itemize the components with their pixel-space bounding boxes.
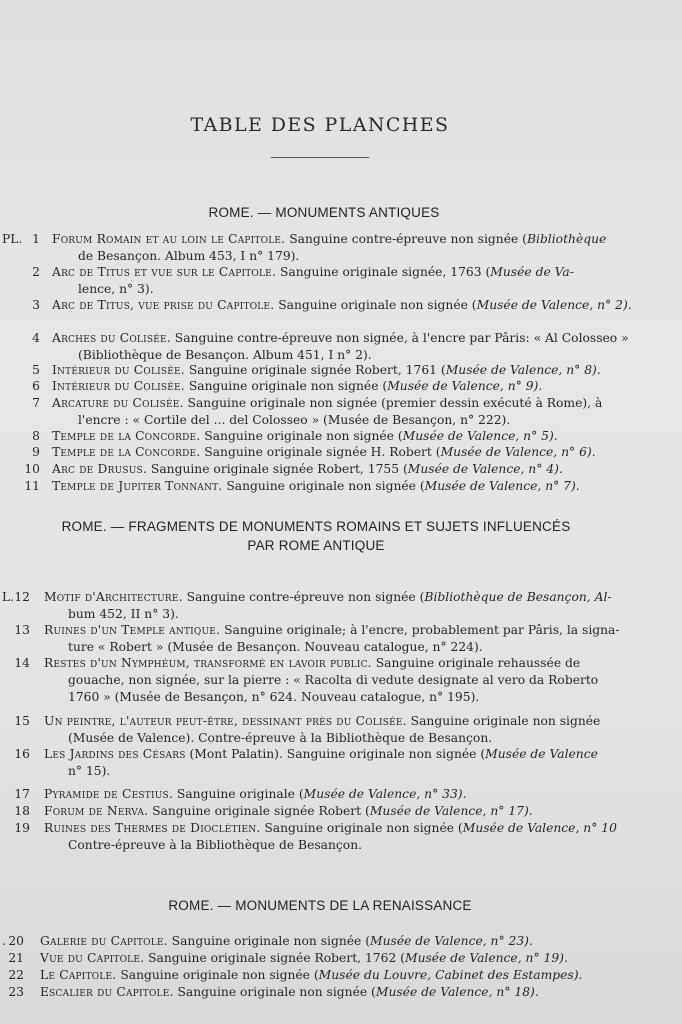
section-heading-antiques [0, 203, 648, 222]
plate-number: 3 [32, 298, 40, 312]
plate-text [44, 820, 617, 837]
plate-title: Restes d'un Nymphéum, transformé en lavoir public. [44, 656, 372, 670]
plate-title: Arc de Titus et vue sur le Capitole. [52, 265, 277, 279]
plate-description: Sanguine originale non signée [406, 714, 601, 728]
plate-prefix: L. [2, 590, 15, 604]
plate-description: Sanguine originale; à l'encre, probablement par Pâris, la signa- [220, 623, 620, 637]
plate-number: 7 [32, 396, 40, 410]
plate-description: Sanguine originale rehaussée de [371, 656, 581, 670]
plate-number: 2 [32, 265, 40, 279]
plate-number: 20 [8, 934, 24, 948]
plate-text [44, 786, 467, 803]
plate-continuation: de Besançon. Album 453, I n° 179). [78, 249, 300, 263]
plate-description: Sanguine originale signée Robert, 1755 ( [147, 462, 408, 476]
section-heading-fragments [0, 517, 640, 555]
plate-collection: Musée du Louvre, Cabinet des Estampes). [318, 968, 583, 982]
section-heading-line: ROME. — MONUMENTS DE LA RENAISSANCE [168, 898, 472, 913]
plate-text [52, 444, 596, 461]
plate-text [52, 428, 558, 445]
plate-text [44, 746, 598, 763]
plate-text [52, 395, 602, 412]
plate-collection: Musée de Valence, n° 5). [402, 429, 558, 443]
plate-description: Sanguine contre-épreuve non signée ( [182, 590, 425, 604]
plate-description: Sanguine originale signée Robert, 1762 ( [144, 951, 405, 965]
plate-text [44, 622, 620, 639]
plate-collection: Musée de Valence, n° 8). [445, 363, 601, 377]
plate-text [40, 950, 568, 967]
plate-continuation: n° 15). [68, 764, 111, 778]
plate-text [52, 231, 606, 248]
plate-description: Sanguine originale non signée ( [167, 934, 371, 948]
plate-collection: Musée de Va- [490, 265, 574, 279]
plate-continuation: ture « Robert » (Musée de Besançon. Nouveau catalogue, n° 224). [68, 640, 483, 654]
plate-title: Temple de Jupiter Tonnant. [52, 479, 223, 493]
plate-title: Temple de la Concorde. [52, 429, 201, 443]
plate-description: Sanguine originale signée, 1763 ( [276, 265, 491, 279]
plate-description: Sanguine originale signée H. Robert ( [200, 445, 441, 459]
plate-description: Sanguine originale non signée ( [184, 379, 388, 393]
plate-number: 9 [32, 445, 40, 459]
plate-text [52, 330, 629, 347]
plate-text [44, 803, 533, 820]
plate-title: Ruines des Thermes de Dioclétien. [44, 821, 261, 835]
plate-number: 13 [14, 623, 30, 637]
plate-title: Pyramide de Cestius. [44, 787, 174, 801]
plate-collection: Musée de Valence, n° 9). [387, 379, 543, 393]
plate-text [52, 378, 542, 395]
plate-title: Forum Romain et au loin le Capitole. [52, 232, 286, 246]
plate-collection: Musée de Valence [485, 747, 598, 761]
plate-number: 4 [32, 331, 40, 345]
plate-description: Sanguine originale non signée ( [200, 429, 403, 443]
plate-title: Intérieur du Colisée. [52, 379, 185, 393]
plate-number: 12 [14, 590, 30, 604]
plate-title: Temple de la Concorde. [52, 445, 201, 459]
plate-collection: Musée de Valence, n° 17). [369, 804, 533, 818]
plate-number: 6 [32, 379, 40, 393]
plate-number: 14 [14, 656, 30, 670]
plate-text [52, 478, 580, 495]
plate-title: Forum de Nerva. [44, 804, 149, 818]
plate-description: Sanguine contre-épreuve non signée ( [285, 232, 527, 246]
plate-description: Sanguine originale non signée ( [222, 479, 425, 493]
plate-text [40, 933, 533, 950]
plate-text [44, 655, 580, 672]
plate-text [44, 589, 612, 606]
plate-number: 17 [14, 787, 30, 801]
plate-number: 23 [8, 985, 24, 999]
section-heading-renaissance [0, 896, 644, 915]
plate-prefix: . [2, 934, 6, 948]
plate-collection: Musée de Valence, n° 33). [303, 787, 467, 801]
plate-title: Ruines d'un Temple antique. [44, 623, 221, 637]
plate-description: Sanguine originale non signée ( [116, 968, 319, 982]
plate-text [40, 984, 539, 1001]
plate-collection: Musée de Valence, n° 7). [424, 479, 580, 493]
plate-number: 10 [24, 462, 40, 476]
plate-number: 1 [32, 232, 40, 246]
plate-continuation: l'encre : « Cortile del ... del Colosseo » (Musée de Besançon, n° 222). [78, 413, 511, 427]
plate-continuation: (Musée de Valence). Contre-épreuve à la Bibliothèque de Besançon. [68, 731, 493, 745]
plate-number: 21 [8, 951, 24, 965]
page-title: TABLE DES PLANCHES [190, 114, 450, 136]
plate-description: Sanguine originale non signée ( [260, 821, 463, 835]
plate-description: Sanguine originale non signée ( [274, 298, 477, 312]
plate-collection: Bibliothèque de Besançon, Al- [424, 590, 612, 604]
plate-number: 11 [24, 479, 40, 493]
title-underline [271, 157, 369, 158]
plate-number: 8 [32, 429, 40, 443]
plate-number: 18 [14, 804, 30, 818]
plate-continuation: (Bibliothèque de Besançon. Album 451, I n° 2). [78, 348, 372, 362]
plate-title: Vue du Capitole. [40, 951, 145, 965]
plate-description: Sanguine contre-épreuve non signée, à l'encre par Pâris: « Al Colosseo » [170, 331, 629, 345]
plate-title: Le Capitole. [40, 968, 117, 982]
plate-description: Sanguine originale signée Robert, 1761 ( [184, 363, 446, 377]
plate-title: Galerie du Capitole. [40, 934, 168, 948]
plate-title: Escalier du Capitole. [40, 985, 174, 999]
plate-description: Sanguine originale non signée ( [173, 985, 376, 999]
plate-prefix: PL. [2, 232, 23, 246]
plate-title: Motif d'Architecture. [44, 590, 183, 604]
plate-text [52, 362, 601, 379]
plate-title: Un peintre, l'auteur peut-être, dessinant près du Colisée. [44, 714, 407, 728]
plate-continuation: gouache, non signée, sur la pierre : « Racolta di vedute designate al vero da Roberto [68, 673, 599, 687]
plate-continuation: 1760 » (Musée de Besançon, n° 624. Nouveau catalogue, n° 195). [68, 690, 480, 704]
section-heading-line: PAR ROME ANTIQUE [247, 538, 385, 553]
plate-title: Arc de Titus, vue prise du Capitole. [52, 298, 275, 312]
plate-number: 16 [14, 747, 30, 761]
plate-text [52, 297, 632, 314]
plate-description: (Mont Palatin). Sanguine originale non signée ( [185, 747, 486, 761]
plate-title: Arcature du Colisée. [52, 396, 184, 410]
plate-title: Intérieur du Colisée. [52, 363, 185, 377]
plate-collection: Bibliothèque [526, 232, 607, 246]
plate-description: Sanguine originale non signée (premier dessin exécuté à Rome), à [183, 396, 603, 410]
section-heading-line: ROME. — FRAGMENTS DE MONUMENTS ROMAINS ET SUJETS INFLUENCÉS [61, 519, 571, 534]
section-heading-line: ROME. — MONUMENTS ANTIQUES [208, 205, 440, 220]
plate-text [52, 264, 574, 281]
plate-text [44, 713, 600, 730]
plate-title: Arches du Colisée. [52, 331, 171, 345]
plate-collection: Musée de Valence, n° 10 [462, 821, 617, 835]
plate-title: Arc de Drusus. [52, 462, 147, 476]
plate-collection: Musée de Valence, n° 2). [476, 298, 632, 312]
plate-text [52, 461, 563, 478]
plate-collection: Musée de Valence, n° 4). [407, 462, 563, 476]
plate-number: 5 [32, 363, 40, 377]
plate-number: 22 [8, 968, 24, 982]
plate-collection: Musée de Valence, n° 18). [375, 985, 539, 999]
plate-collection: Musée de Valence, n° 19). [404, 951, 568, 965]
plate-continuation: bum 452, II n° 3). [68, 607, 179, 621]
plate-collection: Musée de Valence, n° 6). [440, 445, 596, 459]
plate-number: 19 [14, 821, 30, 835]
plate-collection: Musée de Valence, n° 23). [370, 934, 533, 948]
plate-description: Sanguine originale ( [173, 787, 304, 801]
plate-title: Les Jardins des Césars [44, 747, 186, 761]
plate-continuation: Contre-épreuve à la Bibliothèque de Besançon. [68, 838, 363, 852]
plate-continuation: lence, n° 3). [78, 282, 154, 296]
plate-text [40, 967, 582, 984]
plate-number: 15 [14, 714, 30, 728]
plate-description: Sanguine originale signée Robert ( [148, 804, 370, 818]
